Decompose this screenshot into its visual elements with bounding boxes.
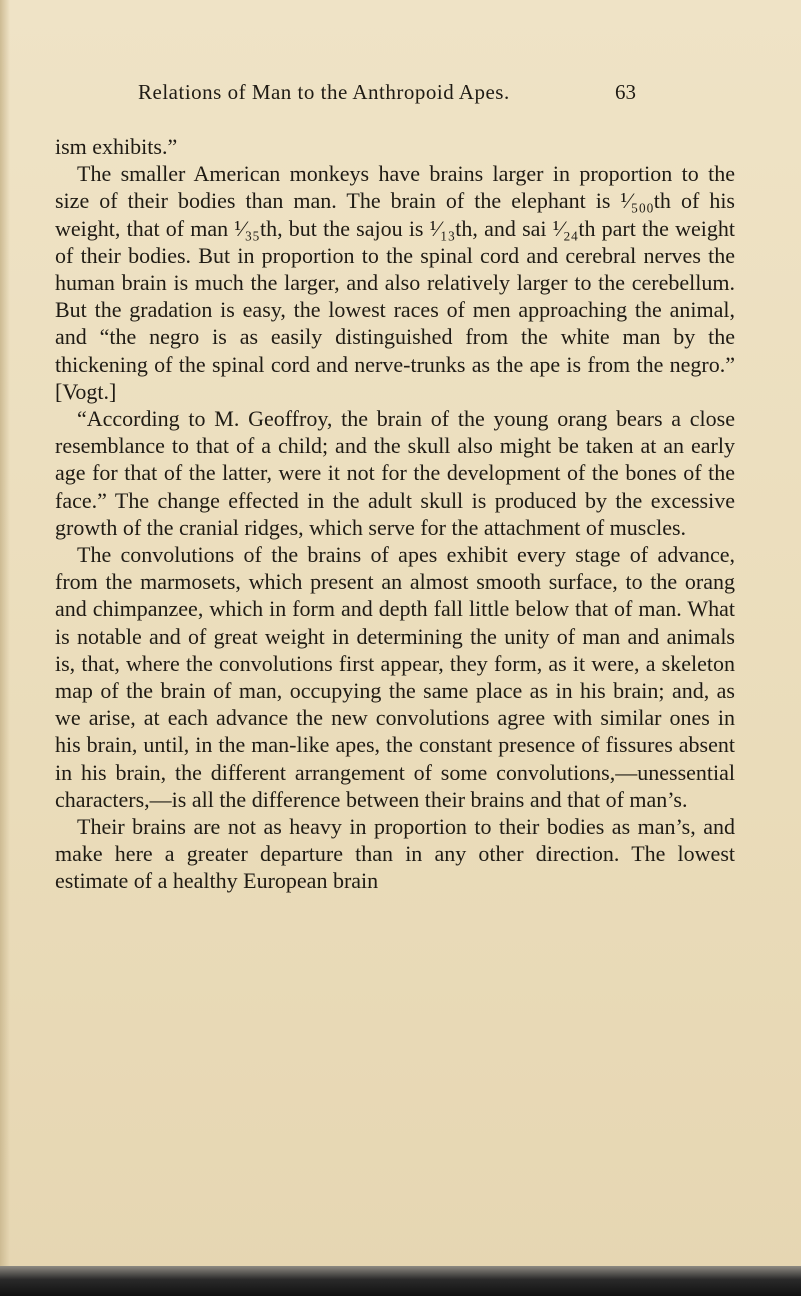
paragraph-brain-weight: Their brains are not as heavy in proportion to their bodies as man’s, and make here a greater departure than in any other direction. The lowest estimate of a healthy European brain — [55, 814, 735, 894]
running-head: Relations of Man to the Anthropoid Apes. — [138, 80, 510, 104]
paragraph-continuation: ism exhibits.” — [55, 134, 178, 159]
body-text — [55, 133, 735, 895]
paragraph-geoffroy-quote: “According to M. Geoffroy, the brain of the young orang bears a close resemblance to that of a child; and the skull also might be taken at an early age for that of the latter, were it not for the development of the bones of the face.” The change effected in the adult skull is produced by the excessive growth of the cranial ridges, which serve for the attachment of muscles. — [55, 406, 735, 540]
paragraph-brain-size: The smaller American monkeys have brains larger in proportion to the size of their bodies than man. The brain of the elephant is ¹⁄₅₀₀th of his weight, that of man ¹⁄₃₅th, but the sajou is ¹⁄₁₃th, and sai ¹⁄₂₄th part the weight of their bodies. But in proportion to the spinal cord and cerebral nerves the human brain is much the larger, and also relatively larger to the cerebellum. But the gradation is easy, the lowest races of men approaching the animal, and “the negro is as easily distinguished from the white man by the thickening of the spinal cord and nerve-trunks as the ape is from the negro.” [Vogt.] — [55, 161, 735, 404]
page-number: 63 — [615, 80, 636, 104]
page-edge-shadow — [0, 0, 10, 1296]
scan-bottom-edge — [0, 1266, 801, 1296]
paragraph-convolutions: The convolutions of the brains of apes exhibit every stage of advance, from the marmosets, which present an almost smooth surface, to the orang and chimpanzee, which in form and depth fall little below that of man. What is notable and of great weight in determining the unity of man and animals is, that, where the convolutions first appear, they form, as it were, a skeleton map of the brain of man, occupying the same place as in his brain; and, as we arise, at each advance the new convolutions agree with similar ones in his brain, until, in the man-like apes, the constant presence of fissures absent in his brain, the different arrangement of some convolutions,—unessential characters,—is all the difference between their brains and that of man’s. — [55, 542, 735, 812]
